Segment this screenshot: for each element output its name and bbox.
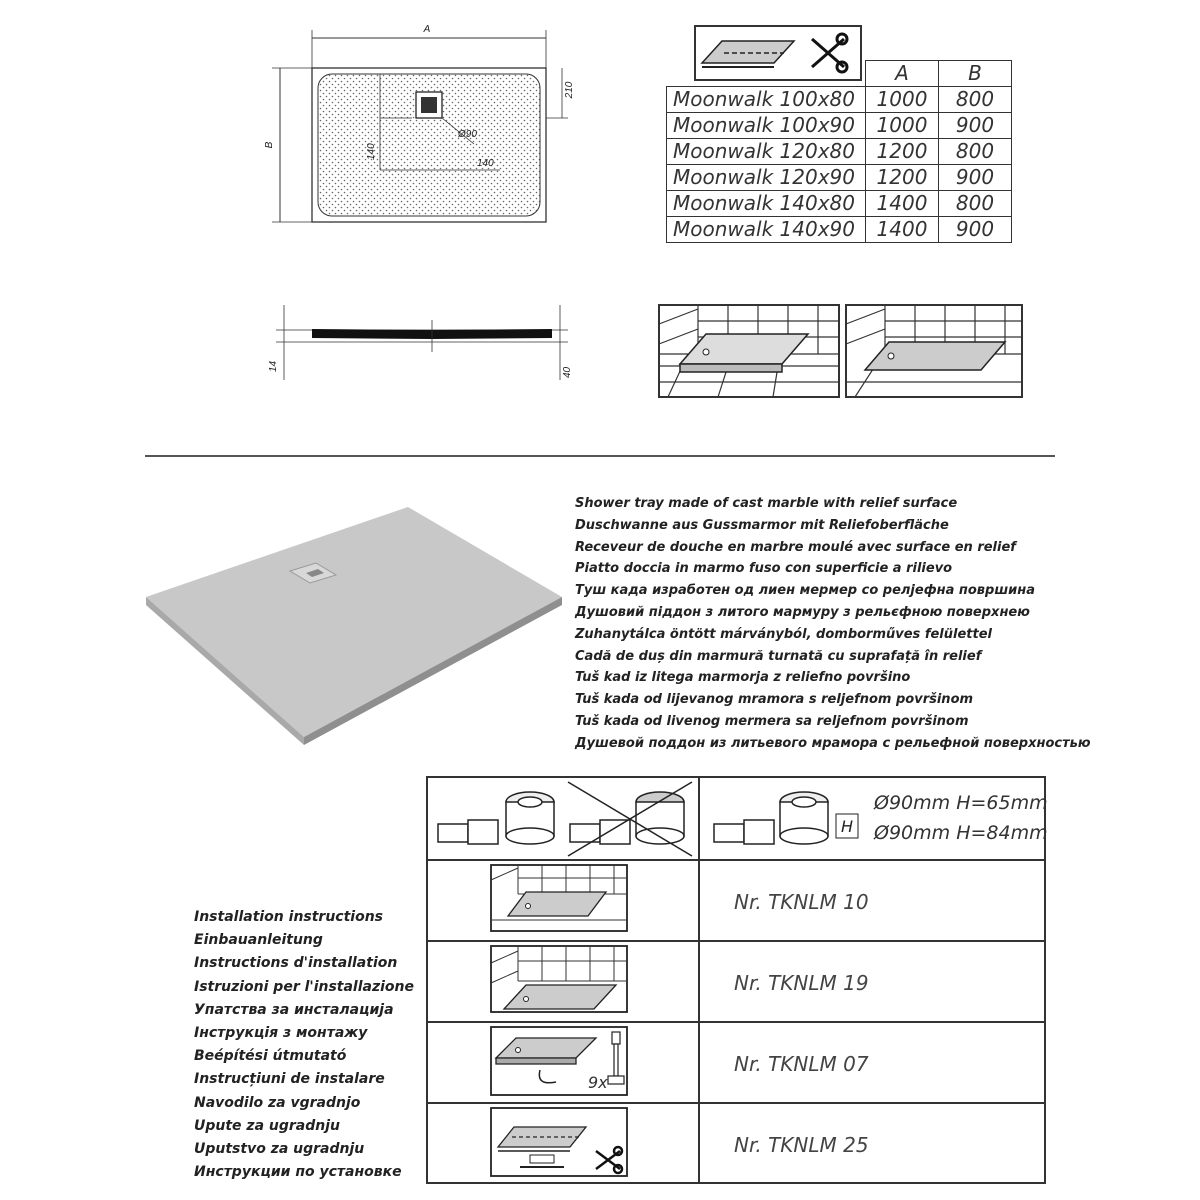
size-table-header-a: A — [866, 61, 939, 87]
instruction-line: Инструкции по установке — [194, 1164, 402, 1181]
dim-b-label: B — [264, 141, 275, 149]
description-line: Туш када изработен од лиен мермер со релјефна површина — [575, 583, 1035, 599]
dim-14-label: 14 — [268, 360, 279, 372]
product-description — [575, 493, 1091, 755]
description-line: Cadă de duș din marmură turnată cu suprafață în relief — [575, 648, 982, 664]
table-row — [667, 191, 1012, 217]
description-line: Duschwanne aus Gussmarmor mit Reliefoberfläche — [575, 517, 949, 533]
table-row — [667, 87, 1012, 113]
table-row — [667, 165, 1012, 191]
feet-count-label: 9x — [588, 1073, 608, 1092]
b-cell: 900 — [939, 113, 1012, 139]
instruction-line: Navodilo za vgradnjo — [194, 1094, 361, 1111]
accessory-code: Nr. TKNLM 07 — [734, 1052, 869, 1076]
instruction-line: Instrucțiuni de instalare — [194, 1071, 385, 1088]
instruction-line: Instructions d'installation — [194, 955, 398, 972]
adjustable-feet-icon — [490, 1026, 628, 1096]
instruction-line: Uputstvo za ugradnju — [194, 1141, 365, 1158]
shower-tray-render — [140, 505, 570, 750]
instruction-line: Beépítési útmutató — [194, 1048, 347, 1065]
b-cell: 800 — [939, 139, 1012, 165]
description-line: Tuš kad iz litega marmorja z reliefno površino — [575, 670, 911, 686]
b-cell: 800 — [939, 87, 1012, 113]
a-cell: 1000 — [866, 113, 939, 139]
grid-row-line — [428, 1102, 1044, 1104]
installation-flush-illustration — [845, 304, 1023, 398]
b-cell: 900 — [939, 165, 1012, 191]
drain-icon — [434, 782, 558, 854]
installation-instructions — [194, 906, 414, 1184]
model-cell: Moonwalk 100x90 — [667, 113, 866, 139]
description-line: Receveur de douche en marbre moulé avec surface en relief — [575, 539, 1016, 555]
dim-140-horizontal-label: 140 — [477, 158, 494, 169]
model-cell: Moonwalk 120x90 — [667, 165, 866, 191]
accessory-code: Nr. TKNLM 25 — [734, 1133, 869, 1157]
a-cell: 1200 — [866, 165, 939, 191]
cutting-kit-icon — [490, 1107, 628, 1177]
tray-side-profile-drawing — [262, 300, 582, 390]
drain-not-suitable-icon — [564, 778, 696, 858]
b-cell: 800 — [939, 191, 1012, 217]
drain-spec-2: Ø90mm H=84mm — [874, 822, 1048, 844]
drain-spec-1: Ø90mm H=65mm — [874, 792, 1048, 814]
table-row — [667, 139, 1012, 165]
instruction-line: Упатства за инсталација — [194, 1001, 394, 1018]
instruction-line: Installation instructions — [194, 909, 384, 925]
description-line: Zuhanytálca öntött márványból, domborműves felülettel — [575, 626, 992, 642]
dim-210-label: 210 — [564, 81, 575, 99]
installation-raised-illustration — [658, 304, 840, 398]
description-line: Душовий піддон з литого мармуру з рельєфною поверхнею — [575, 604, 1030, 620]
a-cell: 1200 — [866, 139, 939, 165]
model-cell: Moonwalk 140x80 — [667, 191, 866, 217]
size-table — [666, 60, 1012, 243]
description-line: Душевой поддон из литьевого мрамора с рельефной поверхностью — [575, 735, 1091, 751]
b-cell: 900 — [939, 217, 1012, 243]
drain-h-label: H — [840, 817, 854, 836]
tray-top-view-drawing — [262, 20, 582, 240]
accessory-code: Nr. TKNLM 19 — [734, 971, 869, 995]
instruction-line: Einbauanleitung — [194, 932, 323, 949]
instruction-line: Istruzioni per l'installazione — [194, 978, 415, 995]
accessory-grid — [426, 776, 1046, 1184]
section-divider — [145, 455, 1055, 457]
tiled-wall-frame-icon — [490, 864, 628, 932]
tiled-wall-panel-icon — [490, 945, 628, 1013]
dim-140-vertical-label: 140 — [366, 143, 377, 160]
description-line: Piatto doccia in marmo fuso con superficie a rilievo — [575, 561, 953, 577]
instruction-line: Інструкція з монтажу — [194, 1025, 368, 1042]
size-table-header-b: B — [939, 61, 1012, 87]
description-line: Tuš kada od lijevanog mramora s reljefnom površinom — [575, 692, 974, 708]
grid-row-line — [428, 940, 1044, 942]
grid-row-line — [428, 1021, 1044, 1023]
dim-40-label: 40 — [562, 366, 573, 378]
table-row — [667, 217, 1012, 243]
accessory-code: Nr. TKNLM 10 — [734, 890, 869, 914]
dim-a-label: A — [423, 24, 431, 35]
description-line: Shower tray made of cast marble with relief surface — [575, 496, 958, 511]
description-line: Tuš kada od livenog mermera sa reljefnom površinom — [575, 713, 969, 729]
instruction-line: Upute za ugradnju — [194, 1117, 340, 1134]
grid-row-line — [428, 859, 1044, 861]
model-cell: Moonwalk 140x90 — [667, 217, 866, 243]
dim-d90-label: Ø90 — [458, 129, 477, 140]
table-row — [667, 113, 1012, 139]
a-cell: 1400 — [866, 191, 939, 217]
model-cell: Moonwalk 120x80 — [667, 139, 866, 165]
grid-divider — [698, 778, 700, 1182]
model-cell: Moonwalk 100x80 — [667, 87, 866, 113]
a-cell: 1400 — [866, 217, 939, 243]
a-cell: 1000 — [866, 87, 939, 113]
drain-recommended-icon — [712, 784, 862, 856]
